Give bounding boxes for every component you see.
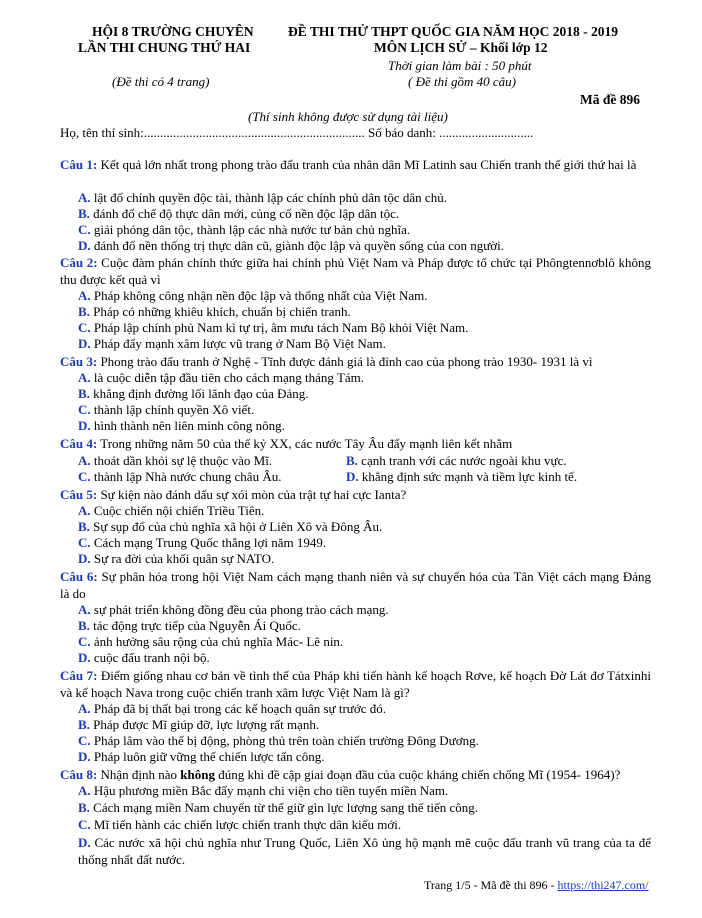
question-text: Trong những năm 50 của thế kỷ XX, các nước Tây Âu đẩy mạnh liên kết nhằm — [97, 436, 513, 451]
option-2c: C. Pháp lập chính phủ Nam kì tự trị, âm mưu tách Nam Bộ khỏi Việt Nam. — [78, 320, 469, 335]
question-1 — [60, 157, 651, 174]
school-line-2: LẦN THI CHUNG THỨ HAI — [78, 40, 251, 55]
question-text: Cuộc đàm phán chính thức giữa hai chính phủ Việt Nam và Pháp được tổ chức tại Phôngtennơblô không thu được kết quả vì — [60, 255, 652, 287]
option-2a: A. Pháp không công nhận nền độc lập và thống nhất của Việt Nam. — [78, 288, 428, 303]
page-footer: Trang 1/5 - Mã đề thi 896 - https://thi247.com/ — [424, 878, 649, 892]
exam-title: ĐỀ THI THỬ THPT QUỐC GIA NĂM HỌC 2018 - 2019 — [288, 24, 619, 39]
question-text: Kết quả lớn nhất trong phong trào đấu tranh của nhân dân Mĩ Latinh sau Chiến tranh thế giới thứ hai là — [97, 157, 637, 172]
option-4b: B. cạnh tranh với các nước ngoài khu vực. — [346, 453, 567, 468]
option-4a: A. thoát dần khỏi sự lệ thuộc vào Mĩ. — [78, 453, 273, 468]
no-materials-note: (Thí sinh không được sử dụng tài liệu) — [248, 109, 448, 124]
question-6 — [60, 569, 651, 602]
question-text: Sự kiện nào đánh dấu sự xói mòn của trật tự hai cực Ianta? — [97, 487, 407, 502]
question-3 — [60, 354, 593, 370]
questions-note: ( Đề thi gồm 40 câu) — [408, 74, 516, 89]
option-3b: B. khẳng định đường lối lãnh đạo của Đảng. — [78, 386, 309, 401]
option-2d: D. Pháp đẩy mạnh xâm lược vũ trang ở Nam Bộ Việt Nam. — [78, 336, 386, 351]
option-6a: A. sự phát triển không đồng đều của phong trào cách mạng. — [78, 602, 389, 617]
pages-note: (Đề thi có 4 trang) — [112, 74, 210, 89]
option-7d: D. Pháp luôn giữ vững thế chiến lược tấn công. — [78, 749, 325, 764]
option-7a: A. Pháp đã bị thất bại trong các kế hoạch quân sự trước đó. — [78, 701, 386, 716]
candidate-info-line: Họ, tên thí sinh:.................................................................... Số báo danh: ............................. — [60, 125, 534, 140]
question-text: Sự phân hóa trong hội Việt Nam cách mạng thanh niên và sự chuyển hóa của Tân Việt cách mạng Đảng là do — [60, 569, 651, 601]
option-6c: C. ảnh hưởng sâu rộng của chủ nghĩa Mác- Lê nin. — [78, 634, 344, 649]
question-2 — [60, 255, 651, 288]
question-number: Câu 1: — [60, 157, 98, 172]
question-number: Câu 4: — [60, 436, 98, 451]
question-number: Câu 6: — [60, 569, 98, 584]
option-8c: C. Mĩ tiến hành các chiến lược chiến tranh thực dân kiểu mới. — [78, 817, 402, 832]
question-7 — [60, 668, 651, 701]
option-1b: B. đánh đổ chế độ thực dân mới, củng cố nền độc lập dân tộc. — [78, 206, 400, 221]
subject: MÔN LỊCH SỬ – Khối lớp 12 — [374, 40, 548, 55]
option-1a: A. lật đổ chính quyền độc tài, thành lập các chính phủ dân tộc dân chủ. — [78, 190, 447, 205]
exam-code: Mã đề 896 — [580, 92, 640, 107]
option-8b: B. Cách mạng miền Nam chuyển từ thế giữ gìn lực lượng sang thế tiến công. — [78, 800, 479, 815]
option-8a: A. Hậu phương miền Bắc đẩy mạnh chi viện cho tiền tuyến miền Nam. — [78, 783, 449, 798]
option-3c: C. thành lập chính quyền Xô viết. — [78, 402, 255, 417]
question-number: Câu 3: — [60, 354, 98, 369]
option-5c: C. Cách mạng Trung Quốc thắng lợi năm 1949. — [78, 535, 327, 550]
option-7c: C. Pháp lâm vào thế bị động, phòng thủ trên toàn chiến trường Đông Dương. — [78, 733, 479, 748]
question-number: Câu 7: — [60, 668, 98, 683]
question-number: Câu 8: — [60, 767, 98, 782]
option-7b: B. Pháp được Mĩ giúp đỡ, lực lượng rất mạnh. — [78, 717, 320, 732]
question-number: Câu 5: — [60, 487, 98, 502]
option-5a: A. Cuộc chiến nội chiến Triều Tiên. — [78, 503, 265, 518]
option-2b: B. Pháp có những khiêu khích, chuẩn bị chiến tranh. — [78, 304, 351, 319]
footer-link[interactable]: https://thi247.com/ — [557, 878, 649, 892]
question-text: Phong trào đấu tranh ở Nghệ - Tĩnh được đánh giá là đỉnh cao của phong trào 1930- 1931 là vì — [97, 354, 593, 369]
option-1c: C. giải phóng dân tộc, thành lập các nhà nước tư bản chủ nghĩa. — [78, 222, 411, 237]
option-3d: D. hình thành nên liên minh công nông. — [78, 418, 285, 433]
option-1d: D. đánh đổ nền thống trị thực dân cũ, giành độc lập và quyền sống của con người. — [78, 238, 505, 253]
question-text: Điểm giống nhau cơ bản về tình thế của Pháp khi tiến hành kế hoạch Rơve, kế hoạch Đờ Lát đơ Tátxinhi và kế hoạch Nava trong cuộc chiến tranh xâm lược Việt Nam là gì? — [60, 668, 651, 700]
option-6b: B. tác động trực tiếp của Nguyễn Ái Quốc. — [78, 618, 301, 633]
question-number: Câu 2: — [60, 255, 98, 270]
option-3a: A. là cuộc diễn tập đầu tiên cho cách mạng tháng Tám. — [78, 370, 365, 385]
option-4c: C. thành lập Nhà nước chung châu Âu. — [78, 469, 282, 484]
option-5b: B. Sự sụp đổ của chủ nghĩa xã hội ở Liên Xô và Đông Âu. — [78, 519, 383, 534]
option-5d: D. Sự ra đời của khối quân sự NATO. — [78, 551, 275, 566]
question-5 — [60, 487, 406, 503]
school-line-1: HỘI 8 TRƯỜNG CHUYÊN — [92, 24, 254, 39]
question-4 — [60, 436, 512, 452]
question-8: Câu 8: Nhận định nào không đúng khi đề cập giai đoạn đầu của cuộc kháng chiến chống Mĩ (1954- 1964)? — [60, 767, 621, 782]
option-4d: D. khẳng định sức mạnh và tiềm lực kinh tế. — [346, 469, 578, 484]
option-6d: D. cuộc đấu tranh nội bộ. — [78, 650, 210, 665]
exam-time: Thời gian làm bài : 50 phút — [388, 58, 532, 73]
option-8d: D. Các nước xã hội chủ nghĩa như Trung Quốc, Liên Xô ủng hộ mạnh mẽ cuộc đấu tranh vũ trang của ta để thống nhất đất nước. — [78, 835, 651, 867]
emphasis-not: không — [180, 767, 215, 782]
